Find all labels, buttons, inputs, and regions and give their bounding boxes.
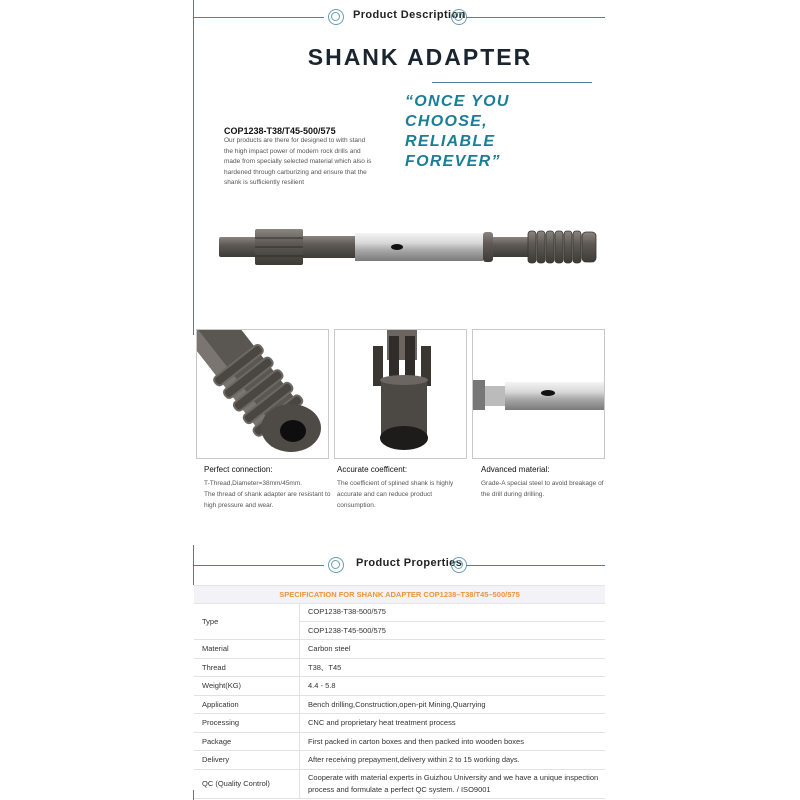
spec-value: 4.4 - 5.8 <box>300 677 606 696</box>
feature-title: Perfect connection: <box>204 465 273 474</box>
spec-value: CNC and proprietary heat treatment process <box>300 714 606 733</box>
divider <box>432 82 592 83</box>
feature-text: The coefficient of splined shank is highly accurate and can reduce product consumption. <box>337 480 454 509</box>
table-row <box>194 769 605 798</box>
divider <box>194 17 324 18</box>
thread-end-photo <box>196 329 329 459</box>
circle-ornament-icon <box>328 9 344 25</box>
table-row <box>194 714 605 733</box>
spec-key: Package <box>194 732 300 751</box>
model-number: COP1238-T38/T45-500/575 <box>224 126 336 136</box>
feature-accurate-coefficent <box>337 465 469 511</box>
section-title: Product Description <box>353 9 466 21</box>
table-row <box>194 640 605 659</box>
spec-key: Application <box>194 695 300 714</box>
spline-end-photo <box>334 329 467 459</box>
section-header-properties <box>194 553 605 579</box>
table-row <box>194 695 605 714</box>
divider <box>194 565 324 566</box>
spec-value: COP1238-T45-500/575 <box>300 621 606 640</box>
feature-title: Accurate coefficent: <box>337 465 408 474</box>
feature-text: The thread of shank adapter are resistant to high pressure and wear. <box>204 491 331 509</box>
threaded-end-image <box>197 330 329 459</box>
left-border-rule <box>193 0 194 335</box>
spec-table-header: SPECIFICATION FOR SHANK ADAPTER COP1238–T38/T45–500/575 <box>194 585 605 604</box>
spec-table <box>194 603 605 799</box>
splined-end-image <box>335 330 467 459</box>
spec-value: First packed in carton boxes and then packed into wooden boxes <box>300 732 606 751</box>
divider <box>466 17 605 18</box>
feature-title: Advanced material: <box>481 465 550 474</box>
slogan-line: RELIABLE FOREVER” <box>405 133 501 170</box>
feature-perfect-connection <box>204 465 336 511</box>
spec-key: Weight(KG) <box>194 677 300 696</box>
shank-body-photo <box>472 329 605 459</box>
section-title: Product Properties <box>356 557 463 569</box>
spec-key: Type <box>194 603 300 640</box>
section-header-description <box>194 5 605 31</box>
spec-value: T38、T45 <box>300 658 606 677</box>
table-row <box>194 751 605 770</box>
product-description: Our products are there for designed to with stand the high impact power of modern rock drills and made from specially selected material which also is hardened through carburizing and ensure that the shank is sufficiently resilient <box>224 137 372 187</box>
table-row <box>194 732 605 751</box>
spec-value: Cooperate with material experts in Guizhou University and we have a unique inspection process and formulate a perfect QC system. / ISO9001 <box>300 769 606 798</box>
circle-ornament-icon <box>328 557 344 573</box>
spec-key: Delivery <box>194 751 300 770</box>
slogan <box>405 92 595 172</box>
spec-value: Bench drilling,Construction,open-pit Mining,Quarrying <box>300 695 606 714</box>
spec-value: After receiving prepayment,delivery within 2 to 15 working days. <box>300 751 606 770</box>
spec-key: Processing <box>194 714 300 733</box>
spec-key: Thread <box>194 658 300 677</box>
spec-key: QC (Quality Control) <box>194 769 300 798</box>
table-row <box>194 603 605 621</box>
spec-value: Carbon steel <box>300 640 606 659</box>
circle-ornament-icon <box>451 557 467 573</box>
circle-ornament-icon <box>451 9 467 25</box>
table-row <box>194 658 605 677</box>
detail-photos <box>196 329 606 461</box>
divider <box>466 565 605 566</box>
product-title: SHANK ADAPTER <box>307 44 533 70</box>
slogan-line: “ONCE YOU CHOOSE, <box>405 93 510 130</box>
shank-adapter-image <box>217 226 602 268</box>
feature-advanced-material <box>481 465 613 500</box>
shank-body-image <box>473 330 605 459</box>
spec-key: Material <box>194 640 300 659</box>
feature-text: T-Thread,Diameter=38mm/45mm. <box>204 480 303 487</box>
spec-value: COP1238-T38-500/575 <box>300 603 606 621</box>
table-row <box>194 677 605 696</box>
feature-text: Grade-A special steel to avoid breakage of the drill during drilling. <box>481 480 604 498</box>
